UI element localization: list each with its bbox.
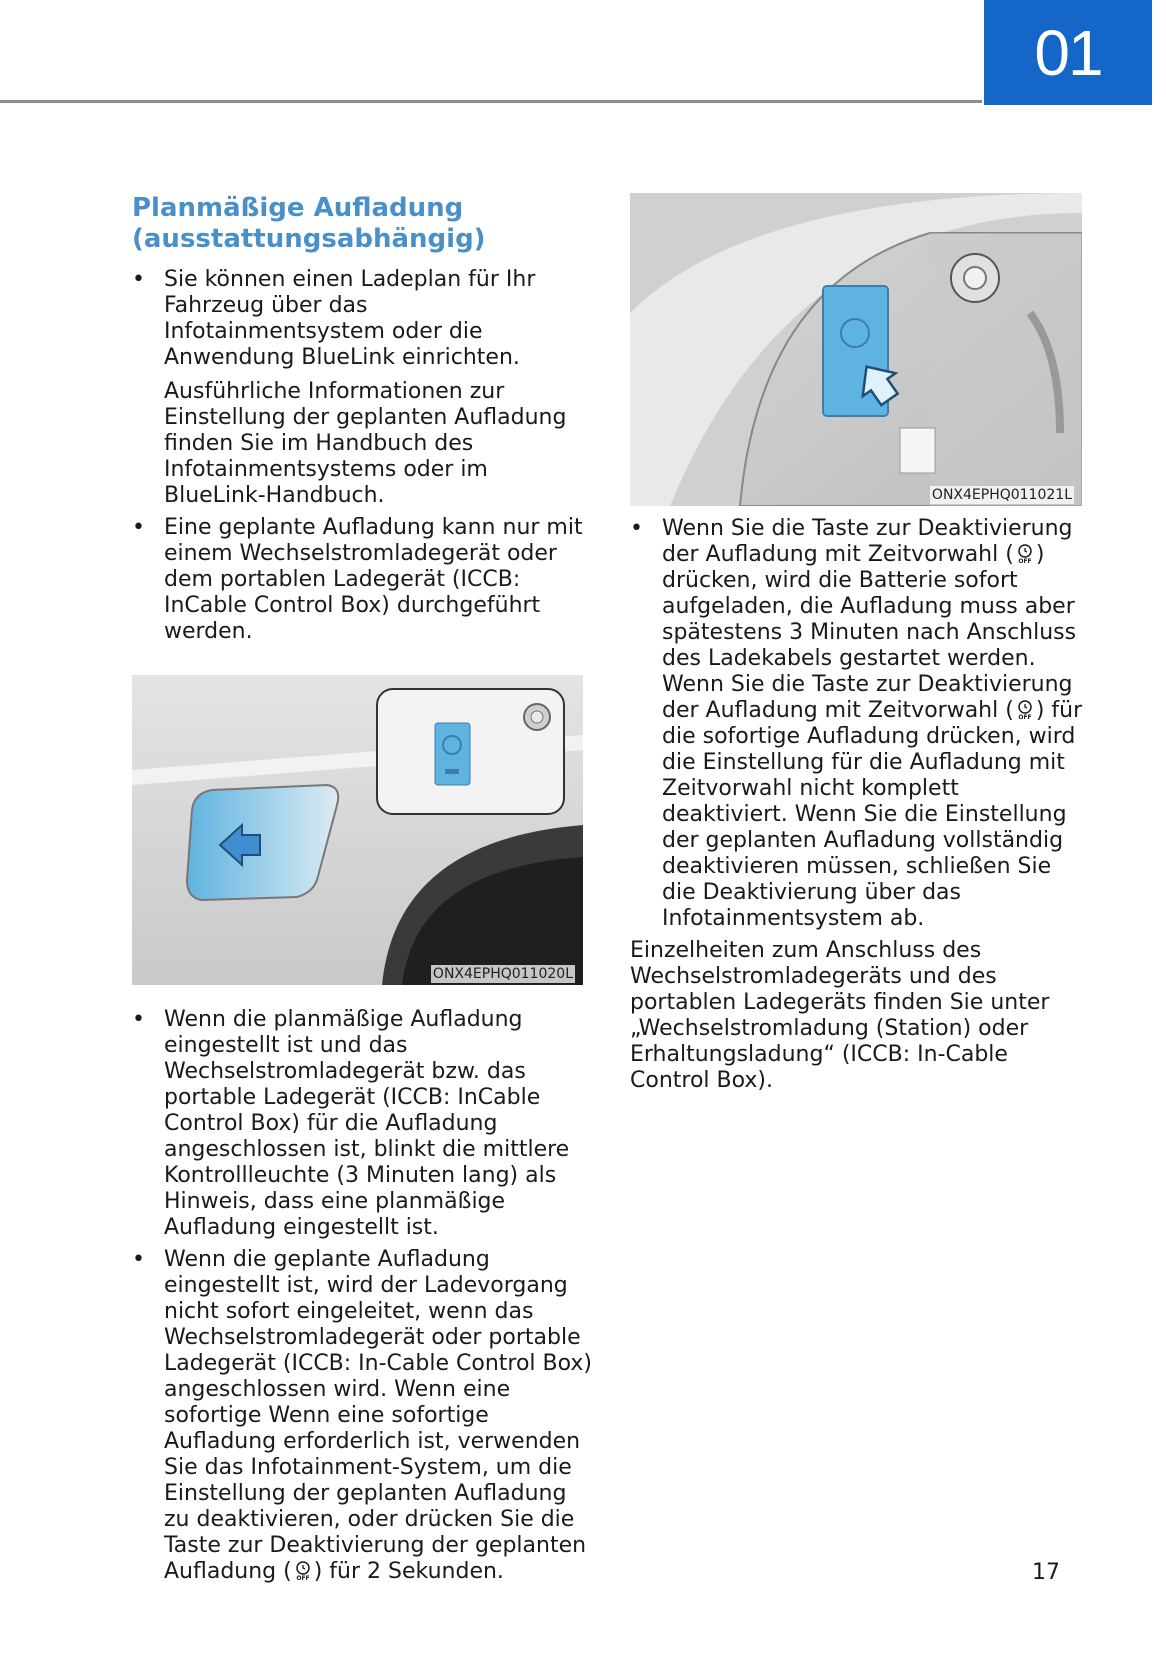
closing-paragraph: Einzelheiten zum Anschluss des Wechselstromladegeräts und des portablen Ladegeräts finden Sie unter „Wechselstromladung (Station) oder Erhaltungsladung“ (ICCB: In-Cable Control Box). xyxy=(630,938,1050,1093)
list-item xyxy=(132,515,592,645)
list-item xyxy=(630,516,1085,932)
icon-badge-text: OFF xyxy=(1018,558,1032,564)
scheduled-charging-off-icon xyxy=(1015,544,1035,564)
figure-charge-door xyxy=(132,675,583,985)
text-run: ) drücken, wird die Batterie sofort aufgeladen, die Aufladung muss aber spätestens 3 Minuten nach Anschluss des Ladekabels gestartet werden. Wenn Sie die Taste zur Deaktivierung der Aufladung mit Zeitvorwahl ( xyxy=(662,542,1077,723)
text-run: ) für 2 Sekunden. xyxy=(313,1559,504,1584)
bullet-text: • Sie können einen Ladeplan für Ihr Fahrzeug über das Infotainmentsystem oder die Anwendung BlueLink einrichten. xyxy=(164,267,536,370)
chapter-number: 01 xyxy=(984,0,1152,105)
text-run: Wenn die geplante Aufladung eingestellt ist, wird der Ladevorgang nicht sofort eingeleitet, wenn das Wechselstromladegerät oder portable Ladegerät (ICCB: In-Cable Control Box) angeschlossen wird. Wenn eine sofortige Wenn eine sofortige Aufladung erforderlich ist, verwenden Sie das Infotainment-System, um die Einstellung der geplanten Aufladung zu deaktivieren, oder drücken Sie die Taste zur Deaktivierung der geplanten Aufladung ( xyxy=(164,1247,592,1584)
header-rule xyxy=(0,100,982,103)
page-number: 17 xyxy=(1032,1560,1060,1585)
scheduled-charging-off-icon xyxy=(1015,700,1035,720)
right-column xyxy=(630,193,1085,1094)
bullet-text: • Wenn die planmäßige Aufladung eingestellt ist und das Wechselstromladegerät bzw. das portable Ladegerät (ICCB: InCable Control Box) für die Aufladung angeschlossen ist, blinkt die mittlere Kontrollleuchte (3 Minuten lang) als Hinweis, dass eine planmäßige Aufladung eingestellt ist. xyxy=(164,1007,570,1240)
list-item xyxy=(132,267,592,509)
bullet-list-right xyxy=(630,516,1085,932)
figure-caption: ONX4EPHQ011021L xyxy=(931,487,1072,503)
bullet-text xyxy=(164,1247,592,1585)
list-item xyxy=(132,1007,592,1241)
bullet-text xyxy=(662,516,1085,932)
bullet-list-bottom xyxy=(132,1007,592,1585)
text-run: ) für die sofortige Aufladung drücken, wird die Einstellung für die Aufladung mit Zeitvorwahl nicht komplett deaktiviert. Wenn Sie die Einstellung der geplanten Aufladung vollständig deaktivieren müssen, schließen Sie die Deaktivierung über das Infotainmentsystem ab. xyxy=(662,698,1083,931)
section-heading-line1: Planmäßige Aufladung xyxy=(132,193,464,223)
left-column xyxy=(132,193,592,1591)
figure-caption: ONX4EPHQ011020L xyxy=(432,966,573,982)
figure-charging-button xyxy=(630,193,1082,506)
charge-door-illustration xyxy=(132,675,583,985)
list-item xyxy=(132,1247,592,1585)
icon-badge-text: OFF xyxy=(1018,714,1032,720)
icon-badge-text: OFF xyxy=(296,1575,310,1581)
text-run: Wenn Sie die Taste zur Deaktivierung der Aufladung mit Zeitvorwahl ( xyxy=(662,516,1073,567)
scheduled-charging-off-icon xyxy=(293,1561,313,1581)
bullet-list-top xyxy=(132,267,592,645)
bullet-text: • Eine geplante Aufladung kann nur mit einem Wechselstromladegerät oder dem portablen Ladegerät (ICCB: InCable Control Box) durchgeführt werden. xyxy=(164,515,583,644)
charging-button-illustration xyxy=(630,193,1082,506)
section-heading xyxy=(132,193,592,255)
bullet-text: Ausführliche Informationen zur Einstellung der geplanten Aufladung finden Sie im Handbuch des Infotainmentsystems oder im BlueLink-Handbuch. xyxy=(164,379,567,508)
section-heading-line2: (ausstattungsabhängig) xyxy=(132,224,486,254)
